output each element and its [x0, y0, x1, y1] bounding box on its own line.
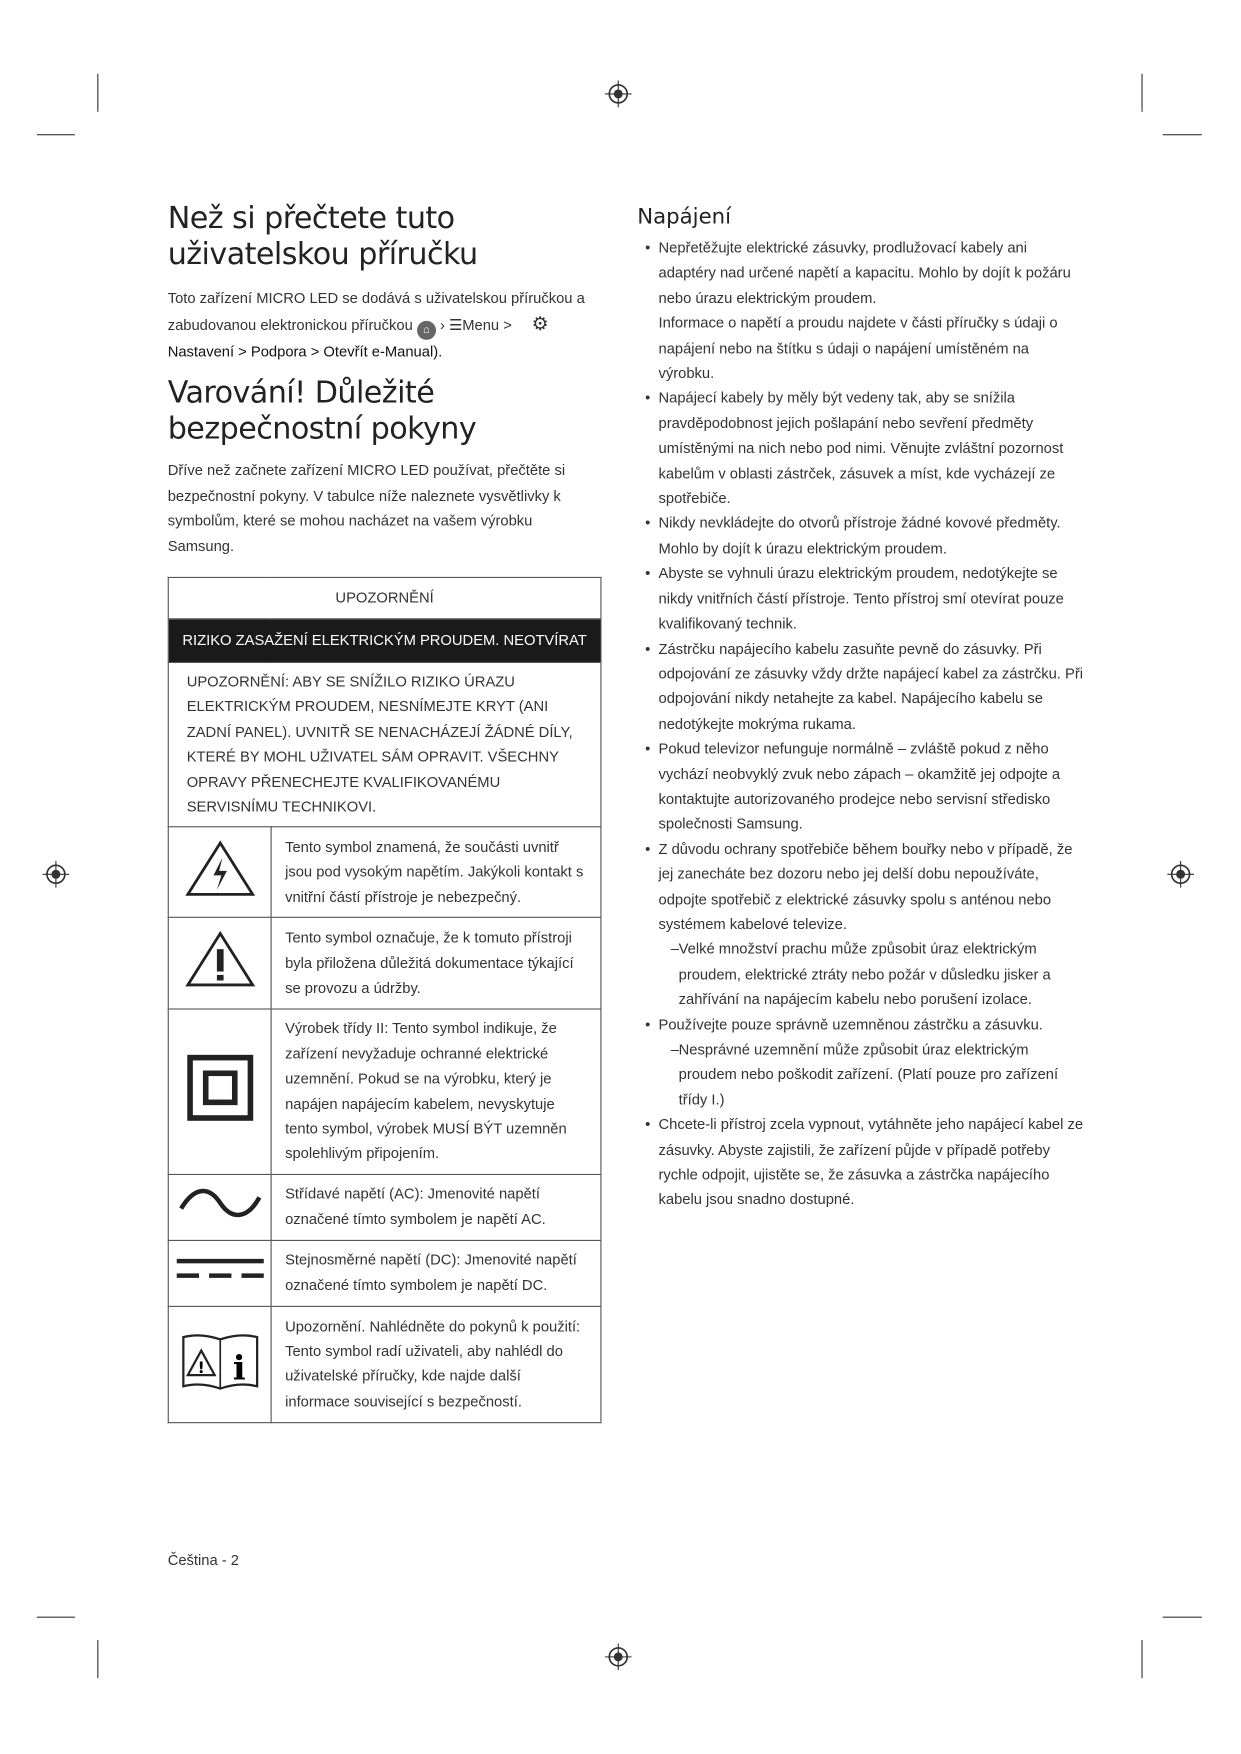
high-voltage-icon — [184, 839, 256, 897]
home-icon: ⌂ — [417, 320, 436, 339]
svg-text:i: i — [232, 1348, 246, 1388]
list-item — [637, 311, 1084, 386]
consult-manual-icon — [179, 1330, 259, 1390]
symbol-description: Upozornění. Nahlédněte do pokynů k použití: Tento symbol radí uživateli, aby nahlédl do uživatelské příručky, kde najde další informace související s bezpečností. — [271, 1306, 601, 1422]
list-item — [637, 837, 1084, 937]
list-item — [637, 236, 1084, 311]
symbol-description: Střídavé napětí (AC): Jmenovité napětí označené tímto symbolem je napětí AC. — [271, 1174, 601, 1240]
list-item — [637, 737, 1084, 837]
list-item — [637, 562, 1084, 637]
registration-mark-icon — [605, 1643, 632, 1670]
warning-title: Varování! Důležité bezpečnostní pokyny — [167, 375, 477, 447]
table-row — [168, 827, 601, 918]
list-item — [637, 637, 1084, 737]
power-title: Napájení — [637, 204, 732, 230]
list-item — [637, 1038, 1084, 1113]
class-ii-icon — [186, 1054, 253, 1121]
crop-mark — [97, 74, 98, 112]
list-item — [637, 937, 1084, 1012]
crop-mark — [1141, 1640, 1142, 1678]
table-row — [168, 1306, 601, 1422]
menu-path: Menu > — [462, 315, 512, 333]
list-item-text: Nesprávné uzemnění může způsobit úraz elektrickým proudem nebo poškodit zařízení. (Platí pouze pro zařízení třídy I.) — [678, 1040, 1059, 1108]
crop-mark — [1163, 1617, 1202, 1618]
registration-mark-icon — [42, 861, 69, 888]
table-row — [168, 918, 601, 1010]
intro-text: Toto zařízení MICRO LED se dodává s uživatelskou příručkou a zabudovanou elektronickou příručkou ⌂ › ☰Menu > ⚙ Nastavení > Podpora > Otevřít e-Manual). — [167, 289, 585, 360]
list-item-text: Velké množství prachu může způsobit úraz elektrickým proudem, elektrické ztráty nebo požár v důsledku jisker a zahřívání na napájecím kabelu nebo porušení izolace. — [678, 940, 1051, 1008]
list-item — [637, 511, 1084, 561]
registration-mark-icon — [605, 80, 632, 107]
bullet: • — [645, 840, 651, 858]
bullet: • — [645, 1116, 651, 1133]
exclamation-triangle-icon — [184, 930, 256, 988]
list-item-text: Abyste se vyhnuli úrazu elektrickým proudem, nedotýkejte se nikdy vnitřních částí přístroje. Tento přístroj smí otevírat pouze kvalifikovaný technik. — [658, 564, 1064, 632]
list-item-text: Napájecí kabely by měly být vedeny tak, aby se snížila pravděpodobnost jejich pošlapání nebo sevření předměty umístěnými na nich nebo pod nimi. Věnujte zvláštní pozornost kabelům v oblasti zástrček, zásuvek a míst, kde vycházejí ze spotřebiče. — [658, 389, 1064, 507]
table-row — [168, 1174, 601, 1240]
bullet: • — [645, 1015, 651, 1033]
menu-icon: ☰ — [448, 315, 463, 333]
intro-text-main: Toto zařízení MICRO LED se dodává s uživatelskou příručkou a zabudovanou elektronickou příručkou — [167, 289, 585, 333]
crop-mark — [37, 1617, 75, 1618]
list-item-text: Chcete-li přístroj zcela vypnout, vytáhněte jeho napájecí kabel ze zásuvky. Abyste zajistili, že zařízení půjde v případě potřeby rychle odpojit, ujistěte se, že zásuvka a zástrčka napájecího kabelu jsou snadno dostupné. — [658, 1116, 1084, 1208]
svg-text:!: ! — [197, 1357, 205, 1377]
bullet: • — [645, 564, 651, 582]
symbol-description: Výrobek třídy II: Tento symbol indikuje, že zařízení nevyžaduje ochranné elektrické uzemnění. Pokud se na výrobku, který je napájen napájecím kabelem, nevyskytuje tento symbol, výrobek MUSÍ BÝT uzemněn spolehlivým připojením. — [271, 1009, 601, 1174]
bullet: • — [645, 514, 651, 532]
settings-path: Nastavení > Podpora > Otevřít e-Manual). — [167, 342, 443, 360]
symbol-description: Tento symbol označuje, že k tomuto přístroji byla přiložena důležitá dokumentace týkající se provozu a údržby. — [271, 918, 601, 1010]
crop-mark — [37, 134, 75, 135]
crop-mark — [1163, 134, 1202, 135]
shock-risk-banner: RIZIKO ZASAŽENÍ ELEKTRICKÝM PROUDEM. NEOTVÍRAT — [168, 619, 601, 663]
bullet: • — [645, 389, 651, 407]
table-row — [168, 1009, 601, 1174]
power-list — [637, 236, 1084, 1213]
list-item — [637, 1113, 1084, 1213]
table-header: UPOZORNĚNÍ — [168, 577, 601, 618]
page-footer: Čeština - 2 — [167, 1551, 240, 1569]
ac-voltage-icon — [177, 1186, 262, 1220]
list-item-text: Nepřetěžujte elektrické zásuvky, prodlužovací kabely ani adaptéry nad určené napětí a kapacitu. Mohlo by dojít k požáru nebo úrazu elektrickým proudem. — [658, 239, 1071, 307]
list-item-text: Pokud televizor nefunguje normálně – zvláště pokud z něho vychází neobvyklý zvuk nebo zápach – okamžitě jej odpojte a kontaktujte autorizovaného prodejce nebo servisní středisko společnosti Samsung. — [658, 740, 1061, 833]
safety-symbols-table — [168, 577, 602, 1423]
registration-mark-icon — [1167, 861, 1194, 888]
bullet: – — [670, 940, 680, 958]
list-item-text: Zástrčku napájecího kabelu zasuňte pevně do zásuvky. Při odpojování ze zásuvky vždy držte napájecí kabel za zástrčku. Při odpojování nikdy netahejte za kabel. Napájecího kabelu se nedotýkejte mokrýma rukama. — [658, 640, 1084, 732]
bullet: – — [670, 1040, 680, 1058]
list-item — [637, 1012, 1084, 1037]
symbol-description: Stejnosměrné napětí (DC): Jmenovité napětí označené tímto symbolem je napětí DC. — [271, 1240, 601, 1306]
bullet: • — [645, 740, 651, 758]
power-section — [637, 205, 1084, 1213]
crop-mark — [1141, 74, 1142, 112]
symbol-description: Tento symbol znamená, že součásti uvnitř jsou pod vysokým napětím. Jakýkoli kontakt s vnitřní částí přístroje je nebezpečný. — [271, 827, 601, 918]
warning-text: Dříve než začnete zařízení MICRO LED používat, přečtěte si bezpečnostní pokyny. V tabulce níže naleznete vysvětlivky k symbolům, které se mohou nacházet na vašem výrobku Samsung. — [167, 461, 566, 554]
dc-voltage-icon — [176, 1257, 263, 1282]
table-row — [168, 1240, 601, 1306]
list-item-text: Z důvodu ochrany spotřebiče během bouřky nebo v případě, že jej zanecháte bez dozoru nebo jej delší dobu nepoužíváte, odpojte spotřebič z elektrické zásuvky spolu s anténou nebo systémem kabelové televize. — [658, 840, 1073, 933]
settings-gear-icon: ⚙ — [531, 312, 549, 334]
bullet: • — [645, 239, 651, 257]
list-item — [637, 386, 1084, 511]
list-item-text: Nikdy nevkládejte do otvorů přístroje žádné kovové předměty. Mohlo by dojít k úrazu elektrickým proudem. — [658, 514, 1061, 557]
list-item-text: Používejte pouze správně uzemněnou zástrčku a zásuvku. — [658, 1015, 1043, 1033]
list-item-text: Informace o napětí a proudu najdete v části příručky s údaji o napájení nebo na štítku s údaji o napájení umístěném na výrobku. — [658, 314, 1058, 382]
bullet: • — [645, 640, 651, 657]
intro-title: Než si přečtete tuto uživatelskou příručku — [167, 201, 478, 272]
crop-mark — [97, 1640, 98, 1678]
caution-notice: UPOZORNĚNÍ: ABY SE SNÍŽILO RIZIKO ÚRAZU ELEKTRICKÝM PROUDEM, NESNÍMEJTE KRYT (ANI ZADNÍ PANEL). UVNITŘ SE NENACHÁZEJÍ ŽÁDNÉ DÍLY, KTERÉ BY MOHL UŽIVATEL SÁM OPRAVIT. VŠECHNY OPRAVY PŘENECHEJTE KVALIFIKOVANÉMU SERVISNÍMU TECHNIKOVI. — [168, 662, 601, 827]
